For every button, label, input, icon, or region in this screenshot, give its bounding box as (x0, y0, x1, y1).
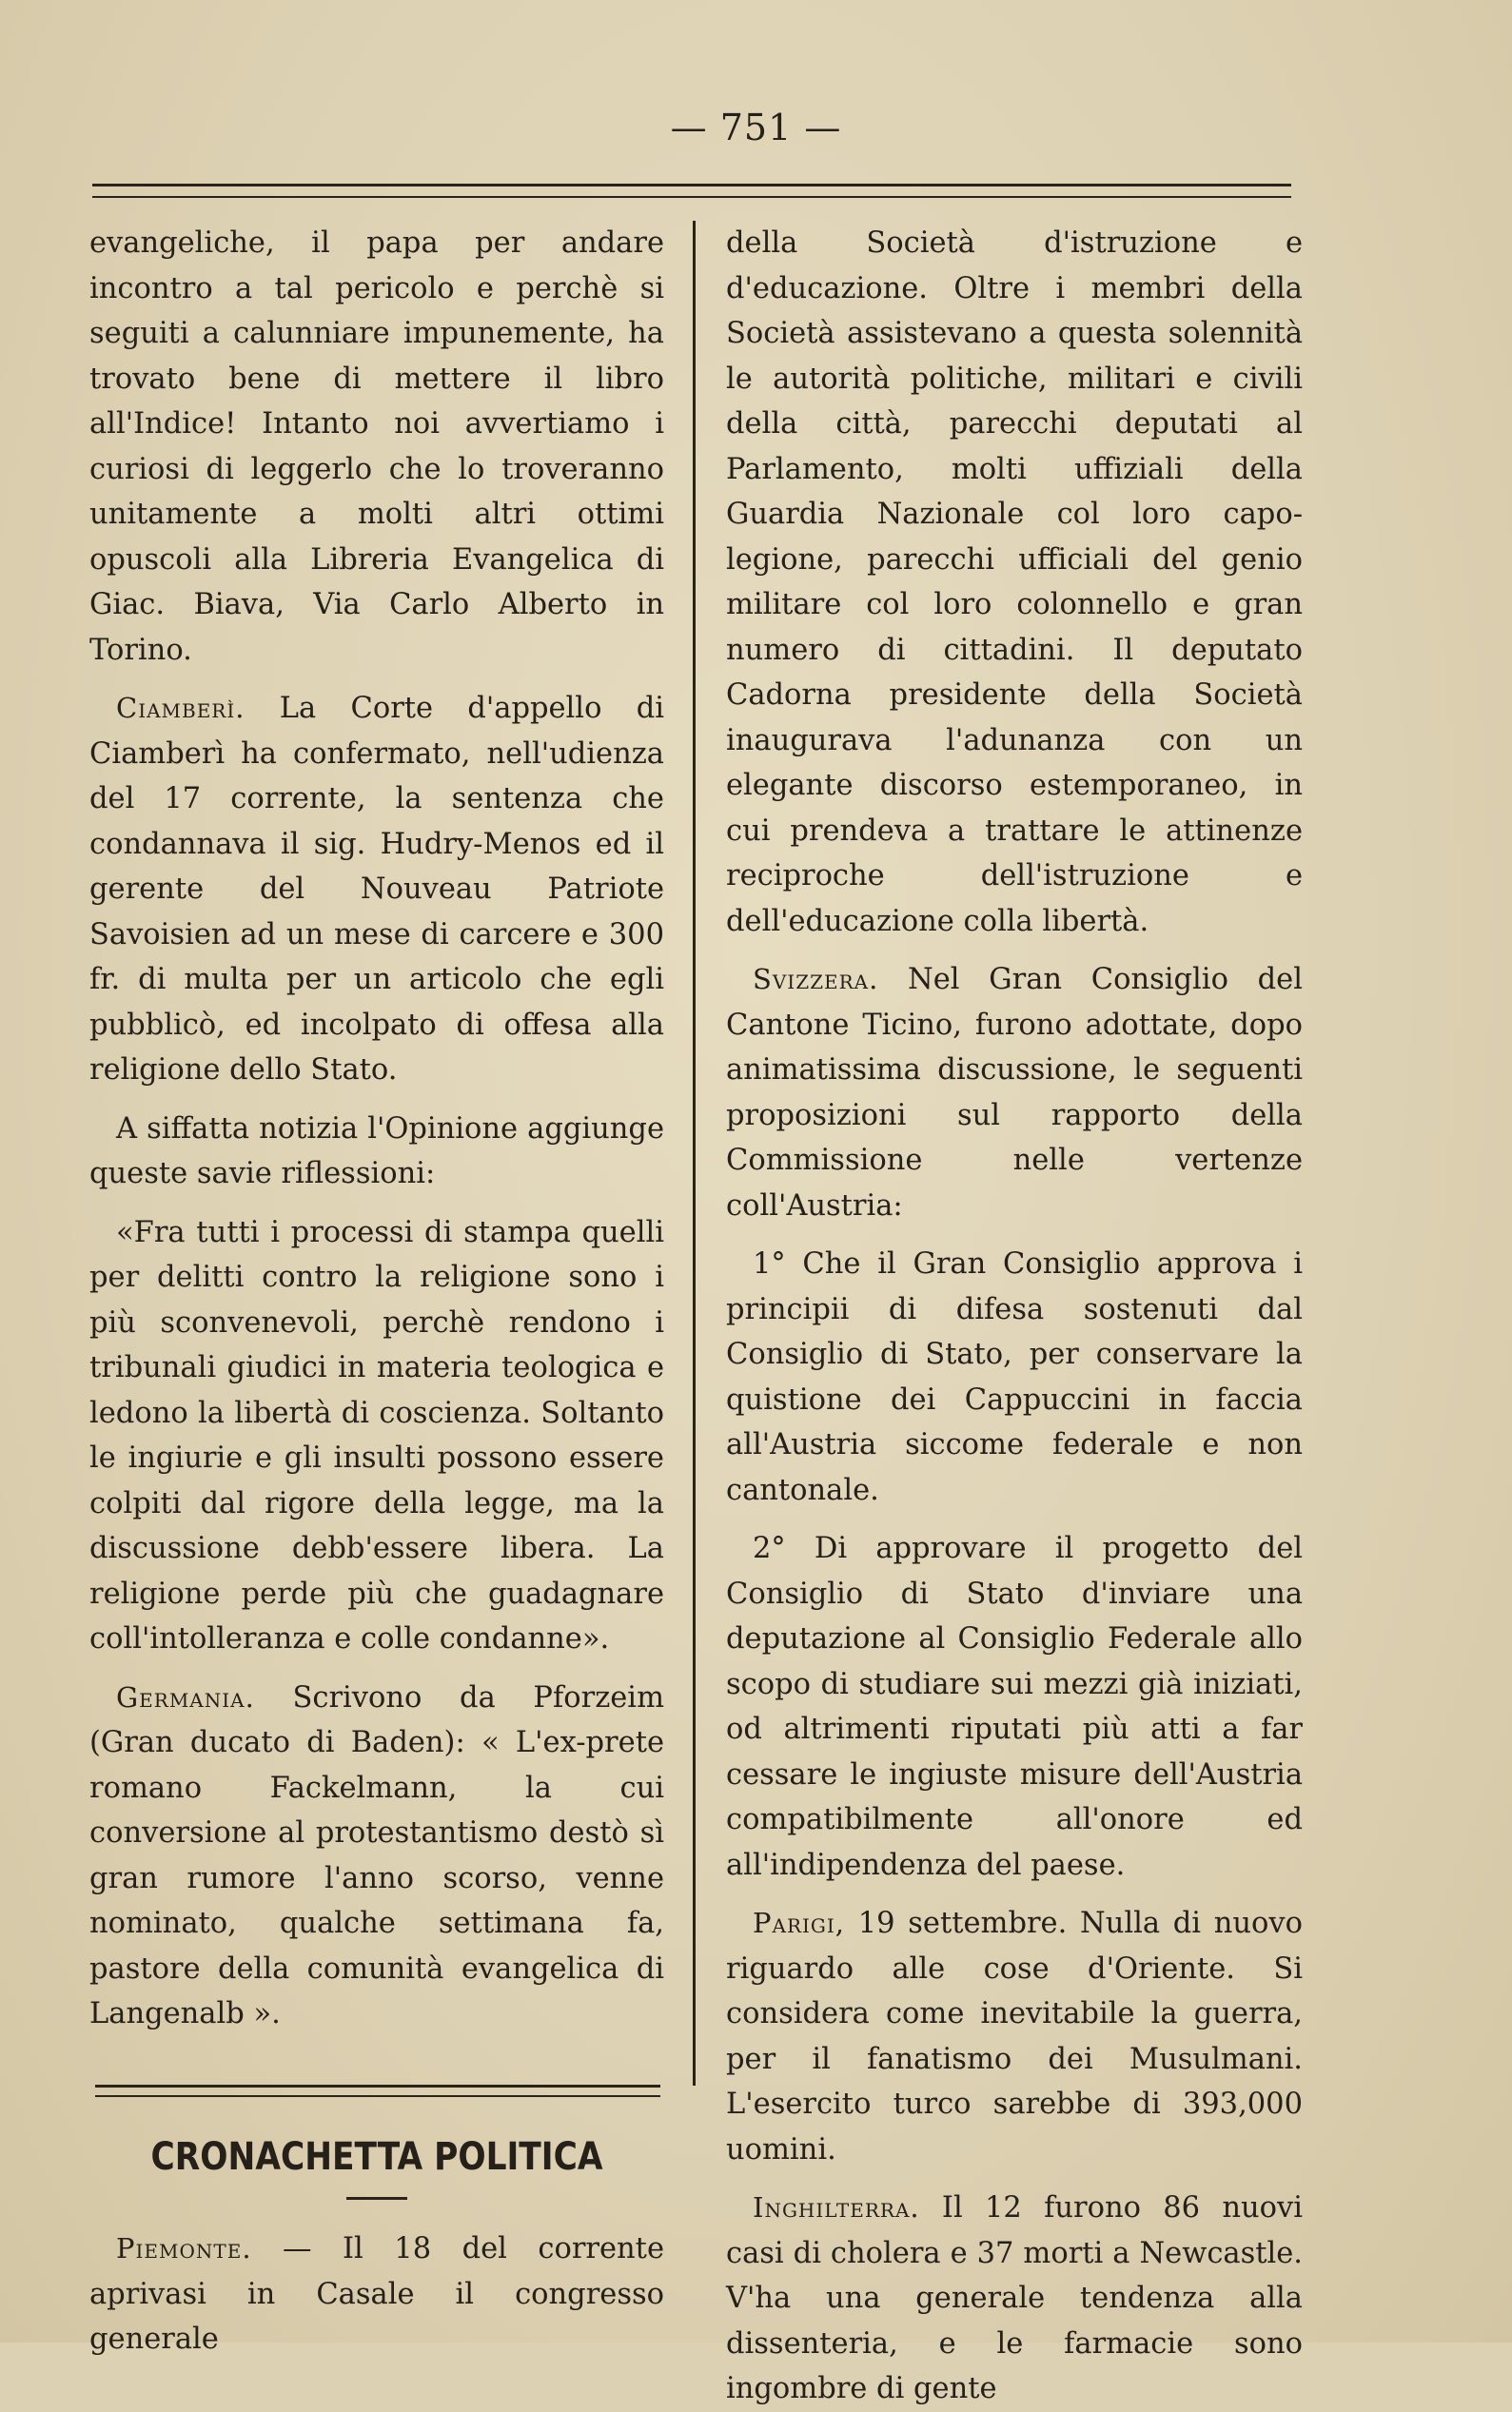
paragraph-inghilterra: Inghilterra. Il 12 furono 86 nuovi casi di cholera e 37 morti a Newcastle. V'ha una generale tendenza alla dissenteria, e le farmacie sono ingombre di gente (726, 2191, 1303, 2405)
quote-paragraph: «Fra tutti i processi di stampa quelli per delitti contro la religione sono i più sconvenevoli, perchè rendono i tribunali giudici in materia teologica e ledono la libertà di coscienza. Soltanto le ingiurie e gli insulti possono essere colpiti dal rigore della legge, ma la discussione debb'essere libera. La religione perde più che guadagnare coll'intolleranza e colle condanne». (89, 1215, 664, 1656)
column-divider (693, 221, 696, 2086)
lead-word: Svizzera. (753, 963, 879, 995)
list-item: 2° Di approvare il progetto del Consiglio di Stato d'inviare una deputazione al Consiglio Federale allo scopo di studiare sui mezzi già iniziati, od altrimenti riputati più atti a far cessare le ingiuste misure dell'Austria compatibilmente all'onore ed all'indipendenza del paese. (726, 1532, 1303, 1882)
lead-word: Germania. (116, 1680, 255, 1714)
section-rule (95, 2085, 660, 2097)
paragraph-svizzera: Svizzera. Nel Gran Consiglio del Cantone Ticino, furono adottate, dopo animatissima discussione, le seguenti proposizioni sul rapporto della Commissione nelle vertenze coll'Austria: (726, 963, 1303, 1223)
lead-word: Inghilterra. (753, 2191, 920, 2224)
lead-word: Ciamberì. (116, 692, 245, 724)
header-rule (92, 184, 1291, 198)
page-number: — 751 — (670, 107, 842, 148)
list-item: 1° Che il Gran Consiglio approva i principii di difesa sostenuti dal Consiglio di Stato, per conservare la quistione dei Cappuccini in faccia all'Austria siccome federale e non cantonale. (726, 1247, 1303, 1507)
left-column (89, 221, 664, 2363)
paragraph-parigi: Parigi, 19 settembre. Nulla di nuovo riguardo alle cose d'Oriente. Si considera come inevitabile la guerra, per il fanatismo dei Musulmani. L'esercito turco sarebbe di 393,000 uomini. (726, 1907, 1303, 2167)
paragraph: evangeliche, il papa per andare incontro a tal pericolo e perchè si seguiti a calunniare impunemente, ha trovato bene di mettere il libro all'Indice! Intanto noi avvertiamo i curiosi di leggerlo che lo troveranno unitamente a molti altri ottimi opuscoli alla Libreria Evangelica di Giac. Biava, Via Carlo Alberto in Torino. (89, 226, 664, 667)
right-column (726, 221, 1303, 2412)
lead-word: Piemonte. (116, 2232, 252, 2265)
title-dash (346, 2197, 407, 2200)
paragraph-germania: Germania. Scrivono da Pforzeim (Gran ducato di Baden): « L'ex-prete romano Fackelmann, la cui conversione al protestantismo destò sì gran rumore l'anno scorso, venne nominato, qualche settimana fa, pastore della comunità evangelica di Langenalb ». (89, 1680, 664, 2030)
lead-word: Parigi, (753, 1907, 846, 1939)
section-title: CRONACHETTA POLITICA (150, 2134, 603, 2179)
paragraph-piemonte: Piemonte. — Il 18 del corrente aprivasi in Casale il congresso generale (89, 2232, 664, 2356)
paragraph-ciamberi: Ciamberì. La Corte d'appello di Ciamberì ha confermato, nell'udienza del 17 corrente, la sentenza che condannava il sig. Hudry-Menos ed il gerente del Nouveau Patriote Savoisien ad un mese di carcere e 300 fr. di multa per un articolo che egli pubblicò, ed incolpato di offesa alla religione dello Stato. (89, 692, 664, 1087)
paragraph: A siffatta notizia l'Opinione aggiunge queste savie riflessioni: (89, 1111, 664, 1190)
paragraph: della Società d'istruzione e d'educazione. Oltre i membri della Società assistevano a questa solennità le autorità politiche, militari e civili della città, parecchi deputati al Parlamento, molti uffiziali della Guardia Nazionale col loro capo-legione, parecchi ufficiali del genio militare col loro colonnello e gran numero di cittadini. Il deputato Cadorna presidente della Società inaugurava l'adunanza con un elegante discorso estemporaneo, in cui prendeva a trattare le attinenze reciproche dell'istruzione e dell'educazione colla libertà. (726, 226, 1303, 938)
